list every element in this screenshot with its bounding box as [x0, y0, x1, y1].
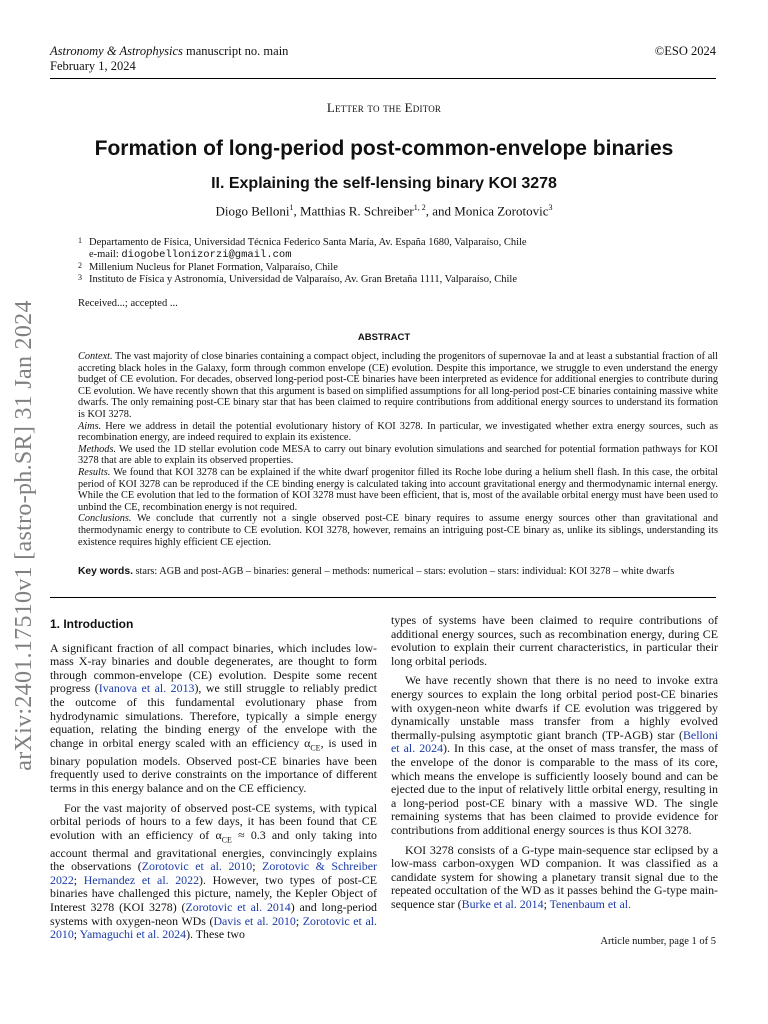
paper-title: Formation of long-period post-common-envelope binaries: [94, 137, 674, 160]
abstract-conclusions: [78, 513, 718, 548]
author-separator: , and: [425, 203, 455, 219]
subscript: CE: [310, 743, 321, 753]
affiliation-item: [78, 237, 718, 262]
intro-paragraph-3: [391, 674, 718, 837]
citation-link[interactable]: Yamaguchi et al. 2024: [79, 927, 187, 942]
citation-link[interactable]: Zorotovic et al. 2010: [50, 913, 377, 942]
abstract-results: [78, 467, 718, 513]
author-name: Diogo Belloni: [215, 203, 290, 219]
text-run: We have recently shown that there is no need to invoke extra energy sources to explain the long orbital period post-CE binaries with oxygen-neon white dwarfs if CE evolution was triggered by dynamically unstable mass transfer from a highly evolved thermally-pulsing asymptotic giant branch (TP-AGB) star (: [391, 673, 718, 742]
author-name: Monica Zorotovic: [454, 203, 549, 219]
abstract-context: [78, 351, 718, 421]
keywords-text: stars: AGB and post-AGB – binaries: general – methods: numerical – stars: evolution – stars: individual: KOI 3278 – white dwarfs: [132, 566, 675, 577]
text-run: ;: [73, 872, 84, 887]
subscript: CE: [221, 835, 232, 845]
text-run: ) and long-period systems with oxygen-neon WDs (: [50, 900, 377, 928]
text-run: ). In this case, at the onset of mass transfer, the mass of the envelope of the donor is comparable to the mass of its core, which means the envelope is sufficiently loosely bound and can be ejected due to the input of relatively little orbital energy, resulting in a long-period post-CE binary with a massive WD. The single remaining systems that has been claimed to provide evidence for contributions from additional energy sources is thus KOI 3278.: [391, 741, 718, 837]
affiliation-item: [78, 274, 718, 286]
intro-paragraph-2: [50, 802, 377, 942]
affiliation-text: Departamento de Física, Universidad Técnica Federico Santa María, Av. España 1680, Valparaíso, Chile: [89, 237, 527, 248]
intro-paragraph-1: [50, 642, 377, 796]
text-run: ;: [73, 927, 80, 942]
affiliation-number: 2: [78, 260, 82, 270]
copyright-notice: ©ESO 2024: [654, 44, 716, 58]
letter-label: Letter to the Editor: [326, 100, 442, 115]
abstract-methods: [78, 444, 718, 467]
text-run: KOI 3278 consists of a G-type main-sequence star eclipsed by a low-mass carbon-oxygen WD companion. It was classified as a candidate system for showing a planetary transit signal due to the repeated occultation of the WD as it passes behind the G-type main-sequence star (: [391, 842, 718, 911]
abstract-results-label: Results.: [78, 466, 111, 478]
text-run: For the vast majority of observed post-CE systems, with typical orbital periods of hours to a few days, it has been found that CE evolution with an efficiency of α: [50, 800, 377, 842]
abstract-results-text: We found that KOI 3278 can be explained if the white dwarf progenitor filled its Roche lobe during a helium shell flash. In this case, the orbital period of KOI 3278 can be reproduced if the CE binding energy is calculated taking into account gravitational energy and thermodynamic internal energy. While the CE evolution that led to the formation of KOI 3278 must have been efficient, that is, most of the available orbital energy must have been used to unbind the CE, recombination energy is not required.: [78, 466, 718, 513]
manuscript-number: manuscript no. main: [186, 44, 289, 58]
keywords: [78, 566, 718, 578]
text-run: ). These two: [186, 927, 245, 942]
intro-paragraph-continued: types of systems have been claimed to require contributions of additional energy sources, such as recombination energy, during CE evolution to explain their current characteristics, in particular their long orbital periods.: [391, 613, 718, 668]
paper-subtitle: II. Explaining the self-lensing binary KOI 3278: [211, 175, 557, 192]
abstract-methods-text: We used the 1D stellar evolution code MESA to carry out binary evolution simulations and searched for potential formation pathways for KOI 3278 that are able to explain its observed properties.: [78, 443, 718, 467]
citation-link[interactable]: Ivanova et al. 2013: [98, 681, 195, 696]
citation-link[interactable]: Hernandez et al. 2022: [83, 872, 200, 887]
author-affiliation-mark: 1, 2: [413, 203, 426, 212]
section-heading: 1. Introduction: [50, 617, 134, 631]
citation-link[interactable]: Tenenbaum et al.: [549, 896, 632, 911]
text-run: ). However, two types of post-CE binaries have challenged this picture, namely, the Kepler Object of Interest 3278 (KOI 3278) (: [50, 872, 378, 915]
citation-link[interactable]: Zorotovic & Schreiber 2022: [50, 859, 377, 887]
abstract-heading: ABSTRACT: [357, 332, 411, 343]
left-column: [50, 618, 377, 942]
abstract-aims-label: Aims.: [78, 420, 102, 432]
author-name: Matthias R. Schreiber: [300, 203, 414, 219]
affiliation-number: 1: [78, 236, 82, 245]
citation-link[interactable]: Zorotovic et al. 2010: [141, 859, 253, 874]
keywords-rule: [50, 597, 716, 598]
header-date: February 1, 2024: [50, 59, 136, 73]
author-affiliation-mark: 1: [289, 203, 294, 212]
email-label: e-mail:: [89, 249, 122, 261]
abstract-aims: [78, 421, 718, 444]
abstract-methods-label: Methods.: [78, 443, 117, 455]
author-affiliation-mark: 3: [548, 203, 553, 212]
citation-link[interactable]: Zorotovic et al. 2014: [185, 900, 291, 915]
citation-link[interactable]: Belloni et al. 2024: [391, 727, 718, 756]
keywords-label: Key words.: [78, 566, 133, 577]
text-run: ;: [543, 896, 550, 911]
header-rule: [50, 78, 716, 79]
right-column: [391, 614, 718, 911]
text-run: , is used in binary population models. Observed post-CE binaries have been frequently used to derive constraints on the importance of different terms in this energy balance and on the CE efficiency.: [50, 735, 377, 795]
affiliation-item: [78, 262, 718, 274]
abstract-body: [78, 351, 718, 548]
email-address[interactable]: diogobellonizorzi@gmail.com: [121, 249, 292, 262]
journal-name: Astronomy & Astrophysics: [50, 44, 183, 58]
affiliations: [78, 237, 718, 287]
arxiv-stamp: [4, 300, 44, 770]
abstract-conclusions-text: We conclude that currently not a single observed post-CE binary requires to assume energy sources other than gravitational and thermodynamic energy to contribute to CE evolution. KOI 3278, however, remains an intriguing post-CE binary as, unlike its siblings, understanding its existence requires highly efficient CE ejection.: [78, 513, 718, 548]
citation-link[interactable]: Burke et al. 2014: [461, 896, 544, 911]
arxiv-stamp-text: arXiv:2401.17510v1 [astro-ph.SR] 31 Jan 2024: [10, 299, 37, 771]
affiliation-text: Millenium Nucleus for Planet Formation, Valparaíso, Chile: [89, 261, 338, 273]
page-footer: Article number, page 1 of 5: [600, 936, 716, 947]
abstract-conclusions-label: Conclusions.: [78, 513, 132, 525]
received-line: Received...; accepted ...: [78, 298, 178, 309]
text-run: ;: [295, 913, 303, 928]
text-run: ), we still struggle to reliably predict the outcome of this fundamental evolutionary phase from hydrodynamic simulations. Therefore, typically a simple energy equation, relating the binding energy of the envelope with the change in orbital energy scaled with an efficiency α: [50, 681, 377, 750]
abstract-aims-text: Here we address in detail the potential evolutionary history of KOI 3278. In particular, we investigated whether extra energy sources, such as recombination energy, are indeed required to explain its existence.: [78, 420, 718, 444]
author-separator: ,: [293, 203, 301, 219]
text-run: ;: [252, 859, 263, 874]
affiliation-number: 3: [78, 273, 82, 283]
abstract-context-label: Context.: [78, 351, 113, 362]
abstract-context-text: The vast majority of close binaries containing a compact object, including the progenitors of supernovae Ia and at least a substantial fraction of all accreting black holes in the Galaxy, form through common envelope (CE) evolution. Despite this importance, we struggle to even understand the energy budget of CE evolution. For decades, observed long-period post-CE binaries have been interpreted as evidence for additional energies to contribute during CE evolution. We have recently shown that this argument is based on simplified assumptions for all long-period post-CE binaries containing massive white dwarfs. The only remaining post-CE binary star that has been claimed to require contributions from additional energy sources to understand its formation is KOI 3278.: [78, 351, 718, 420]
author-list: [0, 203, 768, 219]
text-run: ≈ 0.3 and only taking into account thermal and gravitational energies, convincingly explains the observations (: [50, 827, 377, 874]
citation-link[interactable]: Davis et al. 2010: [213, 913, 296, 928]
running-header: [50, 44, 288, 74]
text-run: A significant fraction of all compact binaries, which includes low-mass X-ray binaries and double degenerates, are thought to form through common-envelope (CE) evolution. Despite some recent progress (: [50, 640, 377, 696]
affiliation-text: Instituto de Física y Astronomía, Universidad de Valparaíso, Av. Gran Bretaña 1111, Valparaíso, Chile: [89, 274, 517, 286]
intro-paragraph-4: [391, 844, 718, 912]
